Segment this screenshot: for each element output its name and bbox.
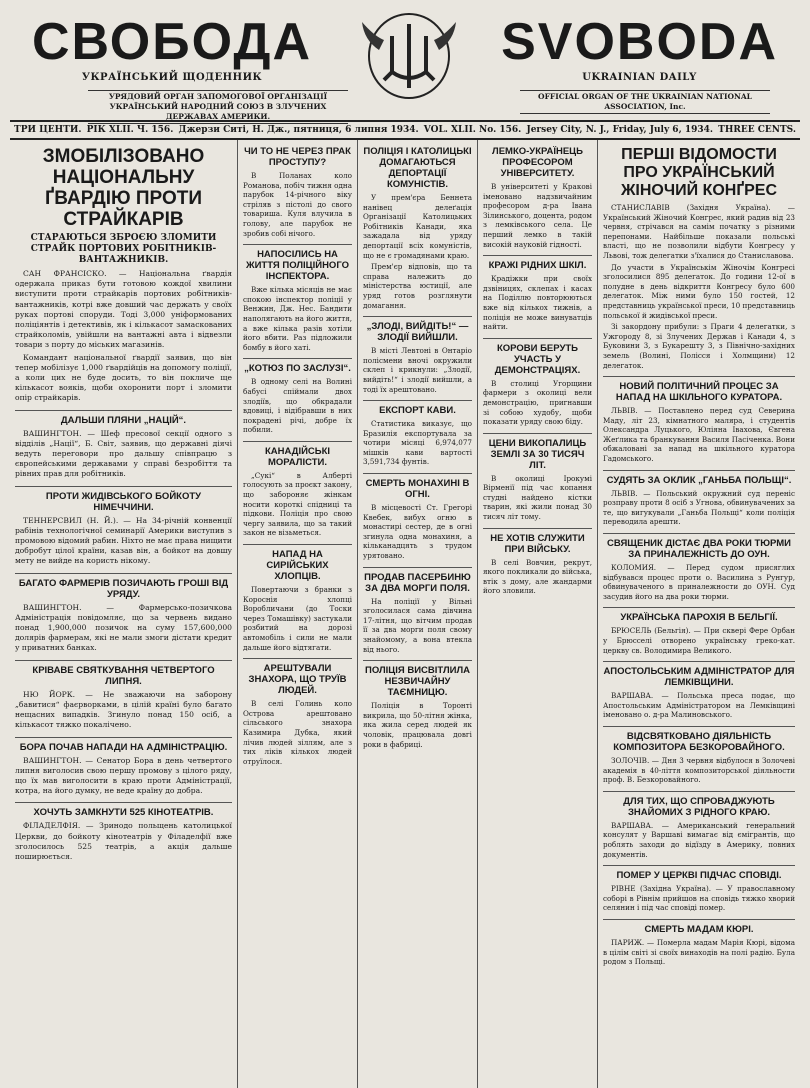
paragraph: В одному селі на Волині бабусі спіймали двох злодіїв, що обкрадали вдовиці, і відібравши в них покрадені річі, добре їх побили. bbox=[243, 377, 352, 435]
paragraph: САН ФРАНСІСКО. — Національна ґвардія одержала приказ бути готовою кождої хвилини виступити проти страйкарів портових робітників-вантажників, котрі вже довший час держать у своїх руках портові споруди. Тоді 3,000 уніформованих поліціянтів і детективів, як і кількасот замаскованих страйколомів, увійшли на вантажні авта і відвезли товари з порту до міських магазинів. bbox=[15, 269, 232, 350]
paragraph: ЗОЛОЧІВ. — Дня 3 червня відбулося в Золочеві академія в 40-ліття композиторської діяльности проф. В. Безкоровайного. bbox=[603, 755, 795, 785]
place-date-ua: Джерзи Ситі, Н. Дж., пятниця, 6 липня 1934. bbox=[178, 125, 419, 135]
price-en: THREE CENTS. bbox=[718, 125, 796, 135]
paragraph: РІВНЕ (Західна Україна). — У православному соборі в Рівнім прийшов на сповідь тяжко хворий селянин і під час сповіді помер. bbox=[603, 884, 795, 913]
issue-en: VOL. XLII. No. 156. bbox=[423, 125, 522, 135]
paragraph: В місті Левтоні в Онтаріо полісмени вночі окружили склеп і крикнули: „Злодії, вийдіть!“ і злодії вийшли, а тоді їх арештовано. bbox=[363, 346, 472, 394]
masthead-organ-en: OFFICIAL ORGAN OF THE UKRAINIAN NATIONAL ASSOCIATION, Inc. bbox=[520, 90, 770, 114]
paragraph: Повертаючи з бранки з Короснія хлопці Воробличани (до Тоски через Томашівку) застукали розбитий на дорозі автомобіль і сили не мали дальше його відтягати. bbox=[243, 585, 352, 652]
paragraph: ВАШИНГТОН. — Фармерсько-позичкова Адміністрація повідомляє, що за червень видано понад 1,900,000 позичок на суму 157,600,000 долярів фармерам, які не мали змоги дістати кредит у приватних банках. bbox=[15, 602, 232, 653]
article-headline: НАПАД НА СИРІЙСЬКИХ ХЛОПЦІВ. bbox=[243, 544, 352, 582]
article-headline: „КОТЮЗ ПО ЗАСЛУЗІ“. bbox=[243, 358, 352, 374]
paragraph: В столиці Угорщини фармери з околиці вели демонстрацію, пригнавши зі собою худобу, щоби показати уряду свою біду. bbox=[483, 378, 592, 427]
paragraph: Поліція в Торонті викрила, що 50-літня жінка, яка жила серед людей як чоловік, працювала довгі роки в фабриці. bbox=[363, 701, 472, 749]
article-headline: ВІДСВЯТКОВАНО ДІЯЛЬНІСТЬ КОМПОЗИТОРА БЕЗКОРОВАЙНОГО. bbox=[603, 726, 795, 753]
paragraph: В місцевості Ст. Грегорі Квебек, вибух огню в монастирі сестер, де в огні згинула одна монахиня, а кільканадцять з трудом урятовано. bbox=[363, 503, 472, 561]
article-headline: НОВИЙ ПОЛІТИЧНИЙ ПРОЦЕС ЗА НАПАД НА ШКІЛЬНОГО КУРАТОРА. bbox=[603, 376, 795, 403]
columns bbox=[10, 140, 800, 1088]
issue-ua: РІК XLII. Ч. 156. bbox=[86, 125, 174, 135]
paragraph: „Сукі“ в Алберті голосують за проєкт закону, що забороняє жінкам носити короткі спідниці та підкови. Поліція про свою чергу заявила, що за такий закон не візьметься. bbox=[243, 470, 352, 538]
column-3 bbox=[358, 140, 478, 1088]
price-ua: ТРИ ЦЕНТИ. bbox=[14, 125, 82, 135]
article-headline: КАНАДІЙСЬКІ МОРАЛІСТИ. bbox=[243, 441, 352, 468]
article-headline: БОРА ПОЧАВ НАПАДИ НА АДМІНІСТРАЦІЮ. bbox=[15, 737, 232, 753]
article-headline: СМЕРТЬ МАДАМ КЮРІ. bbox=[603, 919, 795, 935]
article-headline: ПОЛІЦІЯ ВИСВІТЛИЛА НЕЗВИЧАЙНУ ТАЄМНИЦЮ. bbox=[363, 660, 472, 698]
article-headline: ЧИ ТО НЕ ЧЕРЕЗ ПРАК ПРОСТУПУ? bbox=[244, 146, 351, 168]
masthead-title-ua: СВОБОДА bbox=[32, 13, 312, 71]
paragraph: В селі Вовчин, рекрут, якого покликали до війська, втік з дому, але жандарми його зловили. bbox=[483, 557, 592, 596]
paragraph: ВАШИНГТОН. — Сенатор Бора в день четвертого липня виголосив свою першу промову з цілого ряду, що їх мав виголосити в краю проти Адміністрації, котра, на його думку, не веде країну до добра. bbox=[15, 755, 232, 796]
paragraph: Вже кілька місяців не має спокою інспектор поліції у Венжин, Дж. Нес. Бандити наполягають на його життя, а вже кілька разів хотіли його вбити. Раз підложили бомбу в його хаті. bbox=[243, 285, 352, 352]
lead-deck: СТАРАЮТЬСЯ ЗБРОЄЮ ЗЛОМИТИ СТРАЙК ПОРТОВИХ РОБІТНИКІВ-ВАНТАЖНИКІВ. bbox=[30, 233, 217, 265]
paragraph: ЛЬВІВ. — Польський окружний суд переніс розправу проти 8 осіб з Угнова, обвинувачених за те, що вигукували „Ганьба Польщі“ коли поліція переводила арешти. bbox=[603, 488, 795, 527]
paragraph: Зі закордону прибули: з Праги 4 делегатки, з Ужгороду 8, зі Злучених Держав і Канади 4, з Буковини 3, з Букарешту 3, з Північно-західних земель (Волині, Полісся і Холмщини) 12 делегаток. bbox=[603, 322, 795, 370]
column-4 bbox=[478, 140, 598, 1088]
article-headline: ЕКСПОРТ КАВИ. bbox=[363, 400, 472, 416]
paragraph: СТАНИСЛАВІВ (Західня Україна). — Український Жіночий Конгрес, який радив від 23 червня, стрічався на самім початку з різними перепонами. Найбільше показали польські власті, що не позволили відбути Конгресу у Львові, тож делегатки з'їхалися до Станиславова. bbox=[603, 203, 795, 260]
paragraph: ЛЬВІВ. — Поставлено перед суд Северина Маду, літ 23, кімнатного маляра, і студентів Олександра Луцького, Юліяна Івахова, Євгена Жеґлика та бранкування Василя Пасіченка. Вони обжаловані за напад на шкільного куратора Гадомського. bbox=[603, 406, 795, 464]
masthead-subtitle-ua: УКРАЇНСЬКИЙ ЩОДЕННИК bbox=[81, 72, 263, 83]
article-headline: СМЕРТЬ МОНАХИНІ В ОГНІ. bbox=[363, 473, 472, 500]
trident-emblem-icon bbox=[354, 10, 464, 102]
article-headline: АПОСТОЛЬСЬКИМ АДМІНІСТРАТОР ДЛЯ ЛЕМКІВЩИНИ. bbox=[603, 661, 795, 688]
article-headline: КОРОВИ БЕРУТЬ УЧАСТЬ У ДЕМОНСТРАЦІЯХ. bbox=[483, 338, 592, 376]
masthead-title-en: SVOBODA bbox=[501, 13, 778, 71]
paragraph: ТЕННЕРСВИЛ (Н. Й.). — На 34-річній конвенції рабінів технологічної семинарії Америки виступив з промовою відомий рабин. Ніхто не має права нищити добробут цілої країни, казав він, а бойкот на довшу мету не вийде на користь нікому. bbox=[15, 515, 232, 566]
article-headline: АРЕШТУВАЛИ ЗНАХОРА, ЩО ТРУЇВ ЛЮДЕЙ. bbox=[243, 658, 352, 696]
masthead-subtitle-en: UKRAINIAN DAILY bbox=[582, 72, 697, 83]
paragraph: На поліції у Вільні зголосилася сама дівчина 17-літня, що вітчим продав її за два морги поля свому знайомому, а вона втекла від нього. bbox=[363, 596, 472, 654]
article-headline: ДАЛЬШИ ПЛЯНИ „НАЦІЙ“. bbox=[15, 410, 232, 426]
paragraph: До участи в Українськім Жіночім Конгресі зголосилися 895 делегаток. До години 12-ої в полудне в день відкриття Конгресу було 600 делегаток. Між ними було 150 гостей, 12 представниць української преси, 10 представниць польської й жидівської преси. bbox=[603, 262, 795, 320]
article-headline: СВЯЩЕНИК ДІСТАЄ ДВА РОКИ ТЮРМИ ЗА ПРИНАЛЕЖНІСТЬ ДО ОУН. bbox=[603, 533, 795, 560]
paragraph: Статистика виказує, що Бразилія експортувала за чотири місяці 6,974,077 мішків кави вартості 3,591,734 фунтів. bbox=[363, 419, 472, 467]
article-headline: ПРОДАВ ПАСЕРБИНЮ ЗА ДВА МОРГИ ПОЛЯ. bbox=[363, 567, 472, 594]
paragraph: ВАРШАВА. — Американський генеральний консулят у Варшаві вимагає від ємігрантів, що роблять заходи до відїзду в Америку, повних документів. bbox=[603, 820, 795, 859]
article-headline: КРІВАВЕ СВЯТКУВАННЯ ЧЕТВЕРТОГО ЛИПНЯ. bbox=[15, 660, 232, 687]
article-headline: ПОМЕР У ЦЕРКВІ ПІДЧАС СПОВІДІ. bbox=[603, 865, 795, 881]
article-body bbox=[15, 269, 232, 404]
masthead-organ-ua: УРЯДОВИЙ ОРГАН ЗАПОМОГОВОЇ ОРГАНІЗАЦІЇ УКРАЇНСЬКИЙ НАРОДНИЙ СОЮЗ В ЗЛУЧЕНИХ ДЕРЖАВАХ АМЕРИКИ. bbox=[88, 90, 348, 124]
masthead-ukrainian bbox=[32, 14, 312, 83]
article-headline: НАПОСІЛИСЬ НА ЖИТТЯ ПОЛІЦІЙНОГО ІНСПЕКТОРА. bbox=[243, 244, 352, 282]
article-headline: БАГАТО ФАРМЕРІВ ПОЗИЧАЮТЬ ГРОШІ ВІД УРЯДУ. bbox=[15, 573, 232, 600]
column-1 bbox=[10, 140, 238, 1088]
article-headline: ЛЕМКО-УКРАЇНЕЦЬ ПРОФЕСОРОМ УНІВЕРСИТЕТУ. bbox=[492, 146, 583, 179]
article-headline: „ЗЛОДІ, ВИЙДІТЬ!“ — ЗЛОДІЇ ВИЙШЛИ. bbox=[363, 316, 472, 343]
paragraph: В Поланах коло Романова, побіч тижня одна парубок 14-річного віку стріляв з пістолі до свого товариша. Куля влучила в голову, але парубок не зробив собі нічого. bbox=[243, 171, 352, 238]
paragraph: БРЮСЕЛЬ (Бельгія). — При сквері Фере Орбан у Брюсселі отворено українську греко-кат. церкву св. Володимира Великого. bbox=[603, 626, 795, 655]
paragraph: ФІЛАДЕЛФІЯ. — Зринодо польщень католицької Церкви, до бойкоту кінотеатрів у Філаделфії вже зголосилось 525 театрів, а акція дальше поширюється. bbox=[15, 821, 232, 861]
paragraph: В університеті у Кракові іменовано надзвичайним професором д-ра Івана Зілинського, доцента, родом з лемківського села. Це перший лемко в такій високій науковій гідності. bbox=[483, 182, 592, 249]
paragraph: ПАРИЖ. — Померла мадам Марія Кюрі, відома в цілім світі зі своїх винаходів на полі радію. Була родом з Польщі. bbox=[603, 937, 795, 967]
article-headline: ПОЛІЦІЯ І КАТОЛИЦЬКІ ДОМАГАЮТЬСЯ ДЕПОРТАЦІЇ КОМУНІСТІВ. bbox=[363, 146, 472, 190]
article-headline: ПРОТИ ЖИДІВСЬКОГО БОЙКОТУ НІМЕЧЧИНИ. bbox=[15, 486, 232, 513]
article-headline: ЦЕНИ ВИКОПАЛИЦЬ ЗЕМЛІ ЗА 30 ТИСЯЧ ЛІТ. bbox=[483, 433, 592, 471]
dateline bbox=[10, 122, 800, 140]
paragraph: ВАРШАВА. — Польська преса подає, що Апостольським Адміністратором на Лемківщині іменовано о. д-ра Малиновського. bbox=[603, 691, 795, 720]
paragraph: ВАШИНГТОН. — Шеф пресової секції одного з відділів „Нації“, Б. Світ, заявив, що державні діячі ведуть переговори про дальшу співпрацю з європейськими державами у справі безробіття та рівних прав для робітників. bbox=[15, 428, 232, 479]
lead-headline-right: ПЕРШІ ВІДОМОСТИ ПРО УКРАЇНСЬКИЙ ЖІНОЧИЙ КОНҐРЕС bbox=[620, 146, 778, 199]
article-headline: КРАЖІ РІДНИХ ШКІЛ. bbox=[483, 255, 592, 271]
article-headline: УКРАЇНСЬКА ПАРОХІЯ В БЕЛЬГІЇ. bbox=[603, 607, 795, 623]
column-2 bbox=[238, 140, 358, 1088]
paragraph: Крадіжки при своїх дзвіницях, склепах і касах на Поділлю повторюються вже від кількох тижнів, а поліція не може винуватців найти. bbox=[483, 274, 592, 332]
article-headline: СУДЯТЬ ЗА ОКЛИК „ГАНЬБА ПОЛЬЩІ“. bbox=[603, 470, 795, 486]
paragraph: НЮ ЙОРК. — Не зважаючи на заборону „бавитися“ фаєрворками, в цілій країні було багато нещасних випадків. Згинуло понад 150 осіб, а кількасот тяжко покалічено. bbox=[15, 689, 232, 730]
article-headline: НЕ ХОТІВ СЛУЖИТИ ПРИ ВІЙСЬКУ. bbox=[483, 528, 592, 555]
column-5 bbox=[598, 140, 800, 1088]
paragraph: В околиці Ірокумі Вірменії під час копання студні найдено кістки тварин, які жили понад 30 тисяч літ тому. bbox=[483, 473, 592, 522]
paragraph: У прем'єра Беннета нанівец делеґація Організації Католицьких Робітників Канади, яка зажадала від уряду депортації всіх комуністів, що не є громадянами краю. bbox=[363, 193, 472, 260]
paragraph: Командант національної ґвардії заявив, що він тепер мобілізує 1,000 ґвардійців на допомогу поліції, а коли цих не буде досить, то він покличе ще кількасот вояків, щоби охоронити порт і зломити опір страйкарів. bbox=[15, 352, 232, 403]
paragraph: КОЛОМИЯ. — Перед судом присяглих відбувався процес проти о. Василина з Рунгур, обвинуваченого в приналежности до ОУН. Суд засудив його на два роки тюрми. bbox=[603, 563, 795, 601]
paragraph: Прем'єр відповів, що та справа належить до міністерства юстиції, але уряд готов розглянути домагання. bbox=[363, 262, 472, 310]
article-headline: ДЛЯ ТИХ, ЩО СПРОВАДЖУЮТЬ ЗНАЙОМИХ З РІДНОГО КРАЮ. bbox=[603, 791, 795, 818]
article-headline: ХОЧУТЬ ЗАМКНУТИ 525 КІНОТЕАТРІВ. bbox=[15, 802, 232, 818]
place-date-en: Jersey City, N. J., Friday, July 6, 1934. bbox=[526, 125, 714, 135]
masthead-english bbox=[501, 14, 778, 83]
paragraph: В селі Голинь коло Острова арештовано сільського знахора Казимира Дубка, який лічив людей зіллям, але з тих ліків кількох людей отруїлося. bbox=[243, 699, 352, 766]
masthead bbox=[10, 8, 800, 122]
lead-headline: ЗМОБІЛІЗОВАНО НАЦІОНАЛЬНУ ҐВАРДІЮ ПРОТИ СТРАЙКАРІВ bbox=[42, 146, 205, 230]
